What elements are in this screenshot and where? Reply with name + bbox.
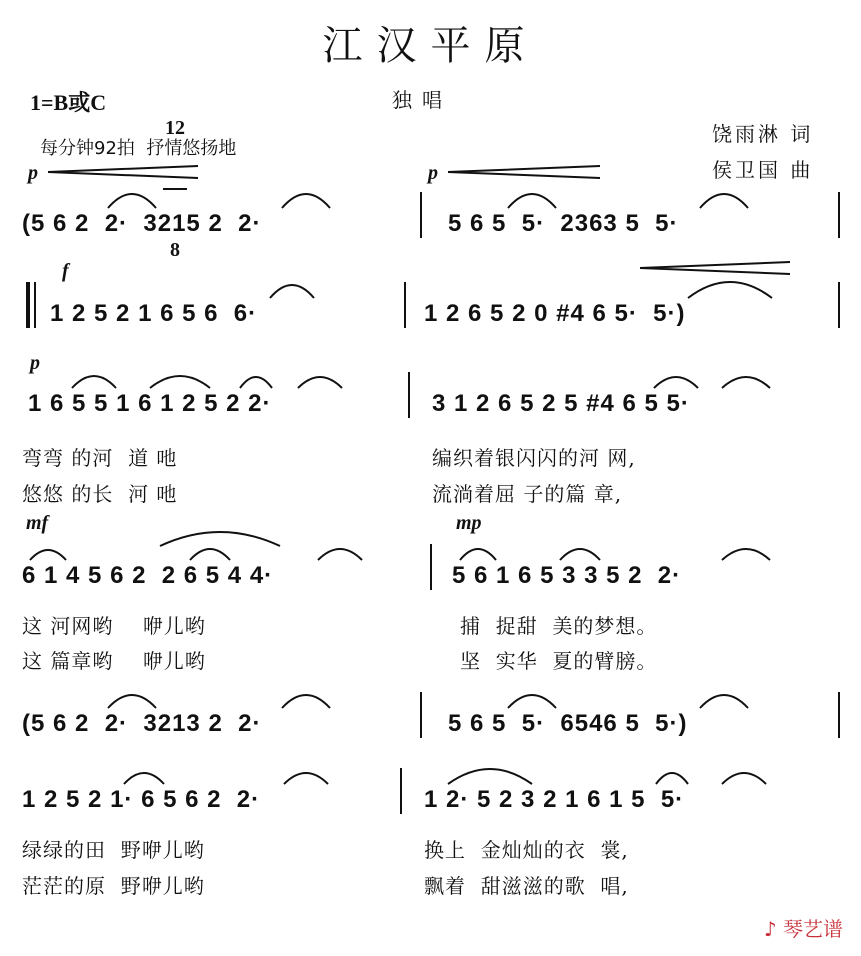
- lyric-line: 编织着银闪闪的河 网,: [432, 446, 636, 470]
- crescendo-hairpin: [448, 166, 600, 178]
- crescendo-hairpin: [640, 262, 790, 274]
- site-logo: [751, 889, 843, 942]
- crescendo-hairpin: [48, 166, 198, 178]
- slur: [560, 549, 600, 560]
- composer-credit: 侯卫国 曲: [712, 158, 814, 182]
- score-line-4a: 6 1 4 5 6 2 2 6 5 4 4·: [22, 562, 274, 589]
- tempo-marking: 每分钟92拍 抒情悠扬地: [40, 138, 237, 159]
- slur: [460, 549, 496, 560]
- lyric-line: 绿绿的田 野咿儿哟: [22, 838, 205, 862]
- slur: [448, 769, 532, 784]
- dynamic-mark: mf: [26, 512, 49, 534]
- score-line-4b: 5 6 1 6 5 3 3 5 2 2·: [452, 562, 682, 589]
- slur: [508, 194, 556, 208]
- slur: [700, 194, 748, 208]
- song-title: 江汉平原: [322, 23, 539, 69]
- score-line-3b: 3 1 2 6 5 2 5 #4 6 5 5·: [432, 390, 690, 417]
- slur: [72, 376, 116, 388]
- slur: [318, 549, 362, 560]
- key-signature: 1=B或C: [30, 90, 107, 115]
- slur: [190, 549, 230, 560]
- lyric-line: 换上 金灿灿的衣 裳,: [424, 838, 629, 862]
- slur: [722, 773, 766, 784]
- slur: [108, 695, 156, 708]
- lyricist-credit: 饶雨淋 词: [712, 122, 814, 146]
- lyric-line: 飘着 甜滋滋的歌 唱,: [424, 874, 629, 898]
- performance-style: 独唱: [392, 88, 452, 112]
- slur: [298, 377, 342, 388]
- slur: [240, 377, 272, 388]
- lyric-line: 坚 实华 夏的臂膀。: [460, 649, 658, 673]
- dynamic-mark: p: [28, 162, 38, 184]
- slur: [160, 532, 280, 546]
- time-numerator: 12: [165, 117, 185, 139]
- lyric-line: 茫茫的原 野咿儿哟: [22, 874, 205, 898]
- score-line-6b: 1 2· 5 2 3 2 1 6 1 5 5·: [424, 786, 685, 813]
- slur: [108, 194, 156, 208]
- slur: [282, 695, 330, 708]
- slur: [508, 695, 556, 708]
- slur: [722, 549, 770, 560]
- lyric-line: 流淌着屈 子的篇 章,: [432, 482, 623, 506]
- score-line-5b: 5 6 5 5· 6546 5 5·): [448, 710, 688, 737]
- dynamic-mark: f: [62, 260, 69, 282]
- lyric-line: 悠悠 的长 河 吔: [22, 482, 178, 506]
- slur: [284, 773, 328, 784]
- logo-icon: ♪: [763, 917, 783, 941]
- score-line-3a: 1 6 5 5 1 6 1 2 5 2 2·: [28, 390, 272, 417]
- slur: [124, 773, 164, 784]
- score-line-5a: (5 6 2 2· 3213 2 2·: [22, 710, 262, 737]
- slur: [722, 377, 770, 388]
- score-line-2b: 1 2 6 5 2 0 #4 6 5· 5·): [424, 300, 686, 327]
- score-line-1a: (5 6 2 2· 3215 2 2·: [22, 210, 262, 237]
- score-line-6a: 1 2 5 2 1· 6 5 6 2 2·: [22, 786, 261, 813]
- dynamic-mark: mp: [456, 512, 482, 534]
- dynamic-mark: p: [30, 352, 40, 374]
- lyric-line: 这 篇章哟 咿儿哟: [22, 649, 206, 673]
- slur: [30, 550, 66, 560]
- slur: [656, 773, 688, 784]
- score-line-2a: 1 2 5 2 1 6 5 6 6·: [50, 300, 258, 327]
- dynamic-mark: p: [428, 162, 438, 184]
- lyric-line: 捕 捉甜 美的梦想。: [460, 614, 658, 638]
- slur: [150, 376, 210, 388]
- time-denominator: 8: [170, 239, 180, 261]
- slur: [688, 282, 772, 298]
- score-line-1b: 5 6 5 5· 2363 5 5·: [448, 210, 679, 237]
- slur: [654, 377, 698, 388]
- lyric-line: 这 河网哟 咿儿哟: [22, 614, 206, 638]
- slur: [282, 194, 330, 208]
- slur: [270, 285, 314, 298]
- slur: [700, 695, 748, 708]
- lyric-line: 弯弯 的河 道 吔: [22, 446, 178, 470]
- logo-text: 琴艺谱: [783, 917, 843, 941]
